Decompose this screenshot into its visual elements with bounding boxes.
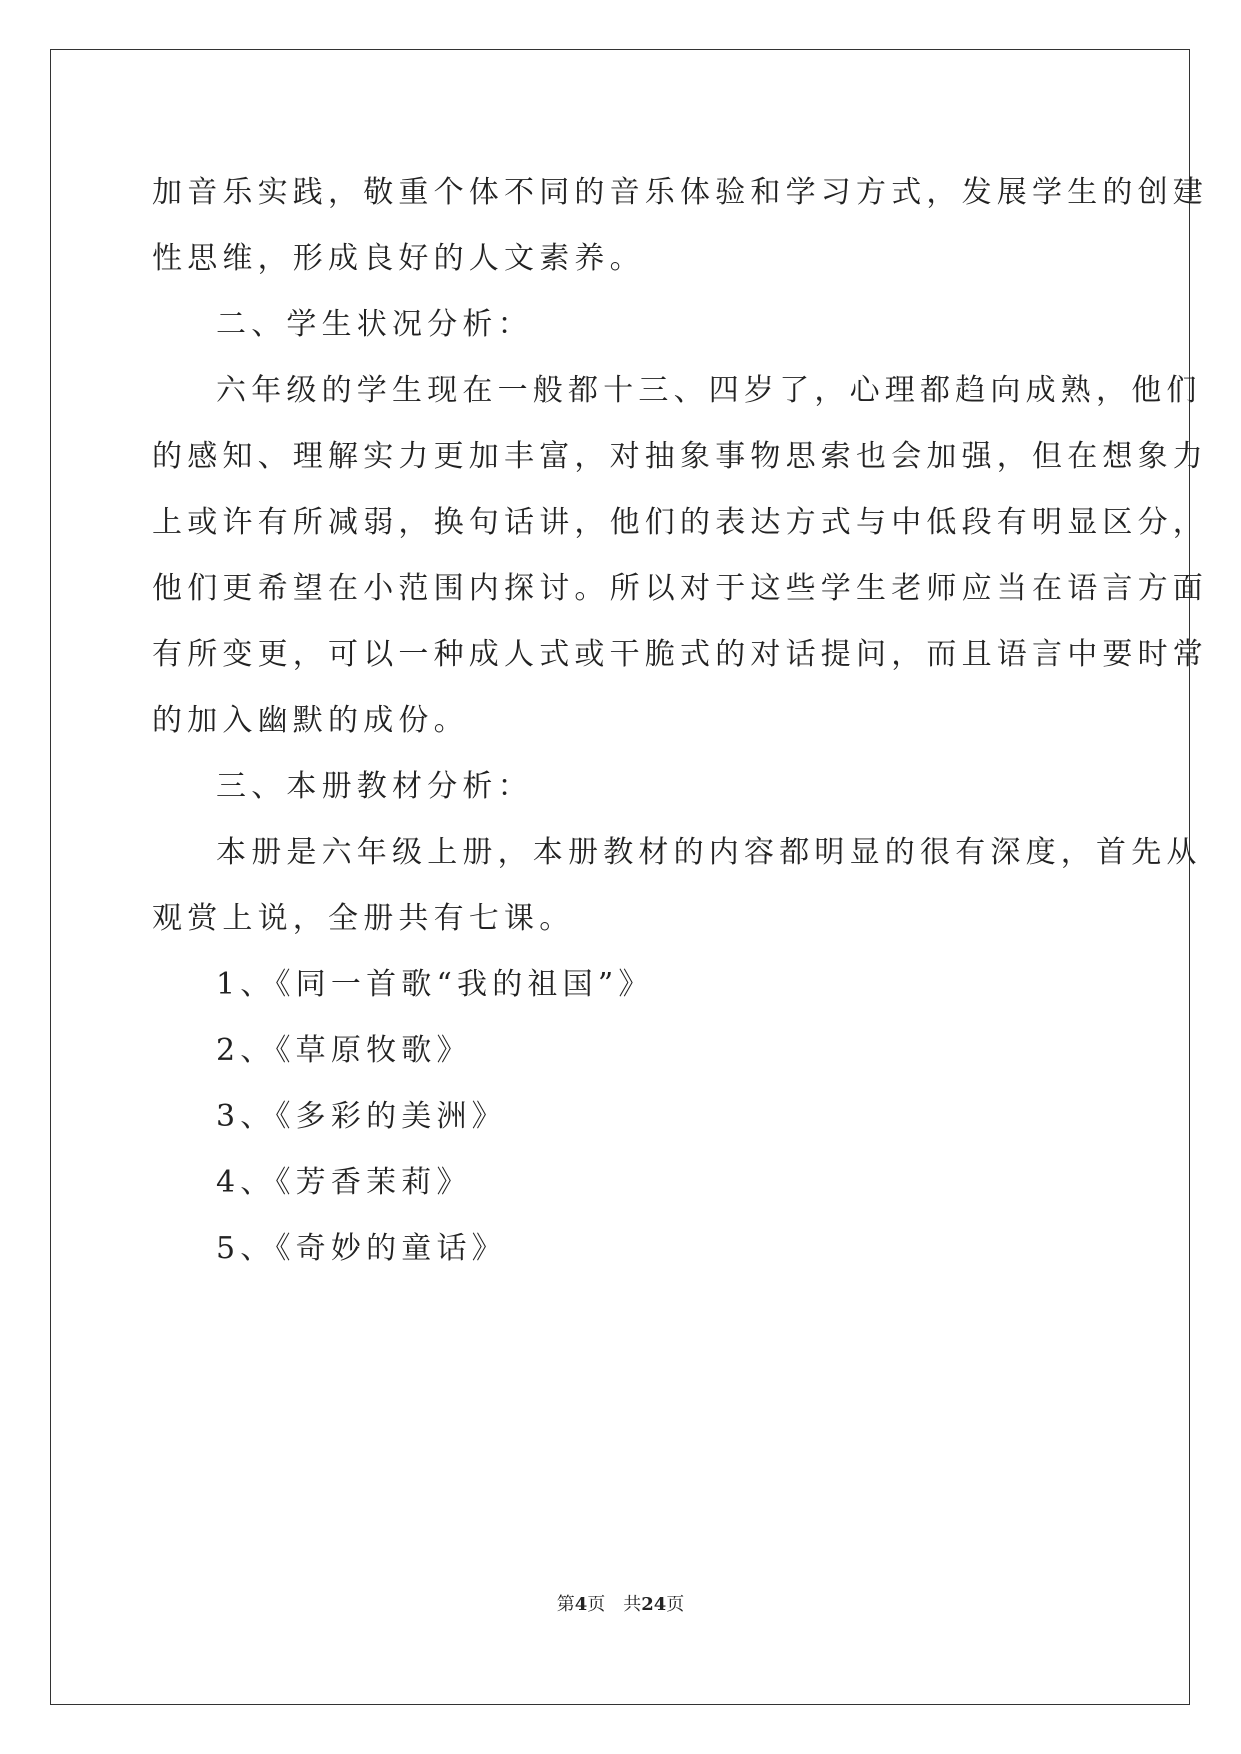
lesson-list-item-3: 3、《多彩的美洲》 <box>216 1099 507 1134</box>
lesson-list-item-5: 5、《奇妙的童话》 <box>216 1231 507 1266</box>
text-line-8: 有所变更，可以一种成人式或干脆式的对话提问，而且语言中要时常 <box>152 637 1208 672</box>
text-line-2: 性思维，形成良好的人文素养。 <box>152 241 645 276</box>
text-line-9: 的加入幽默的成份。 <box>152 703 469 738</box>
total-pages: 24 <box>641 1594 667 1615</box>
section-heading-textbook-analysis: 三、本册教材分析： <box>216 769 533 804</box>
lesson-list-item-1: 1、《同一首歌“我的祖国”》 <box>216 967 654 1002</box>
document-body <box>152 160 1208 1282</box>
page-prefix: 第 <box>556 1594 575 1615</box>
page-number: 4 <box>574 1594 588 1615</box>
text-line-5: 的感知、理解实力更加丰富，对抽象事物思索也会加强，但在想象力 <box>152 439 1208 474</box>
lesson-list-item-2: 2、《草原牧歌》 <box>216 1033 472 1068</box>
total-suffix: 页 <box>666 1594 685 1615</box>
text-line-1: 加音乐实践，敬重个体不同的音乐体验和学习方式，发展学生的创建 <box>152 175 1208 210</box>
page-footer <box>0 1590 1241 1616</box>
lesson-list-item-4: 4、《芳香茉莉》 <box>216 1165 472 1200</box>
text-line-4: 六年级的学生现在一般都十三、四岁了，心理都趋向成熟，他们 <box>216 373 1202 408</box>
text-line-6: 上或许有所减弱，换句话讲，他们的表达方式与中低段有明显区分， <box>152 505 1208 540</box>
total-prefix: 共 <box>623 1594 642 1615</box>
section-heading-student-analysis: 二、学生状况分析： <box>216 307 533 342</box>
text-line-12: 观赏上说，全册共有七课。 <box>152 901 575 936</box>
page-suffix: 页 <box>587 1594 606 1615</box>
text-line-11: 本册是六年级上册，本册教材的内容都明显的很有深度，首先从 <box>216 835 1202 870</box>
text-line-7: 他们更希望在小范围内探讨。所以对于这些学生老师应当在语言方面 <box>152 571 1208 606</box>
